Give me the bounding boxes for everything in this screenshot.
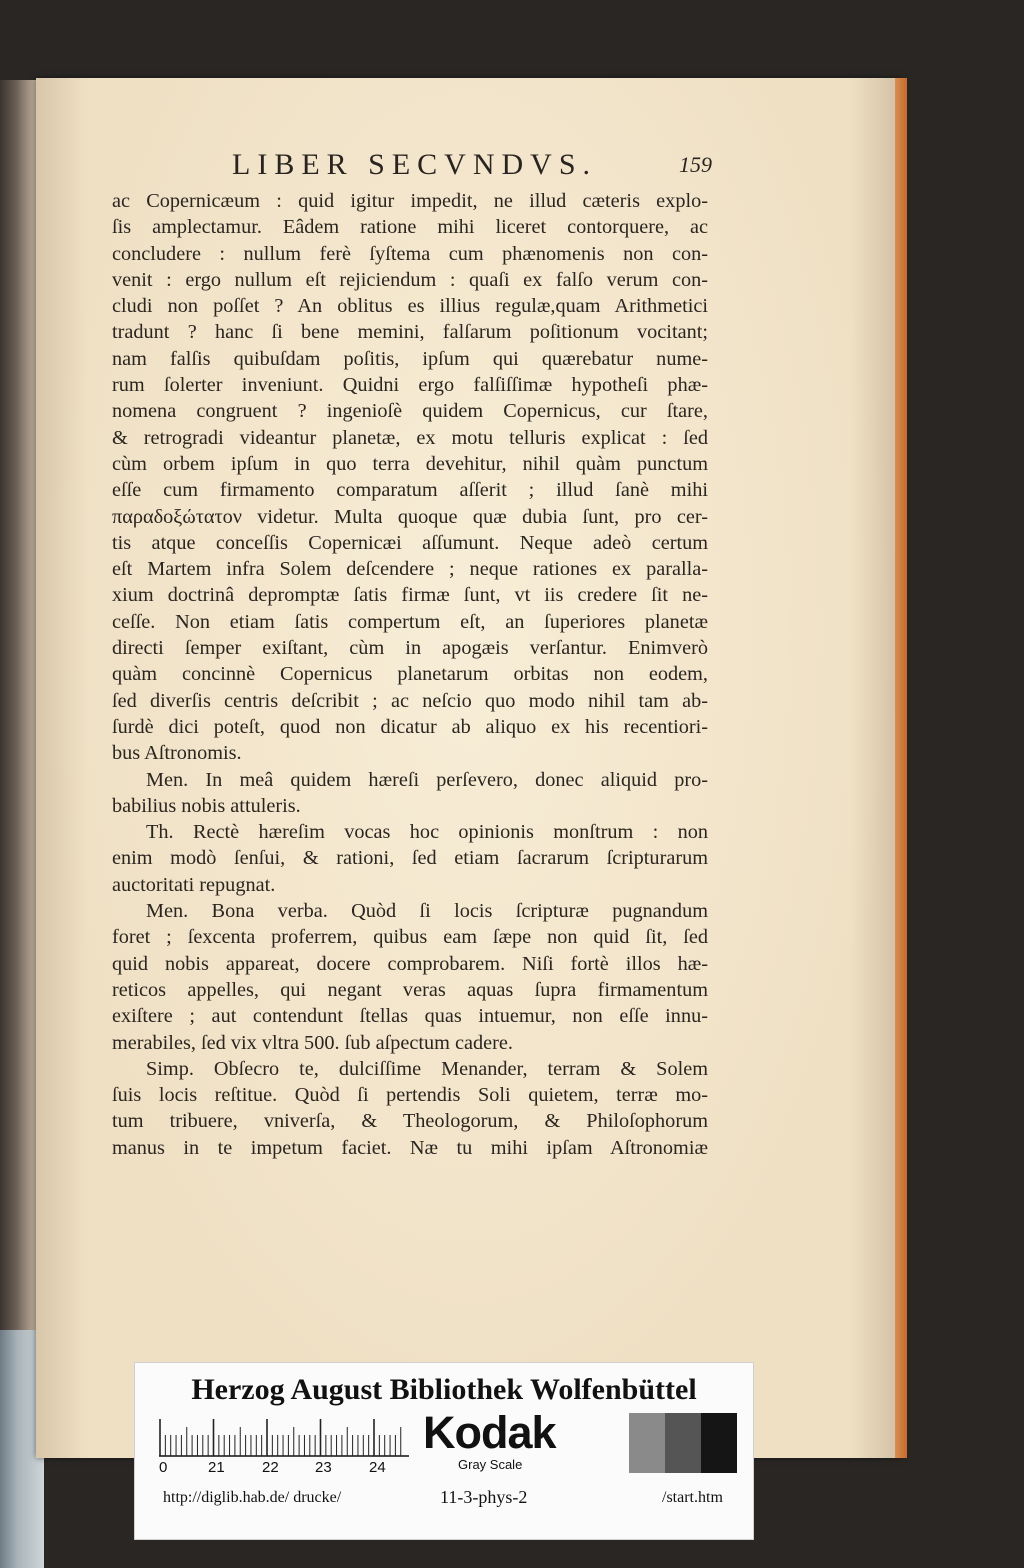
text-line: tis atque conceſſis Copernicæi aſſumunt. Neque adeò certum [112, 531, 708, 554]
text-line: Simp. Obſecro te, dulciſſime Menander, terram & Solem [146, 1057, 708, 1080]
text-line: Th. Rectè hæreſim vocas hoc opinionis monſtrum : non [146, 821, 708, 844]
text-line: auctoritati repugnat. [112, 873, 276, 896]
text-line: bus Aſtronomis. [112, 742, 242, 765]
url-left: http://diglib.hab.de/ drucke/ [163, 1489, 342, 1506]
text-line: ac Copernicæum : quid igitur impedit, ne illud cæteris explo- [112, 190, 708, 212]
page-number: 159 [679, 152, 712, 177]
text-line: Men. In meâ quidem hæreſi perſevero, donec aliquid pro- [146, 768, 708, 791]
gray-scale-swatches [629, 1413, 737, 1473]
text-line: ceſſe. Non etiam ſatis compertum eſt, an ſuperiores planetæ [112, 610, 708, 633]
text-line: quid nobis appareat, docere comprobarem. Niſi fortè illos hæ- [112, 952, 708, 975]
page-edge [895, 78, 907, 1458]
text-line: directi ſemper exiſtant, cùm in apogæis verſantur. Enimverò [112, 637, 708, 660]
text-line: enim modò ſenſui, & rationi, ſed etiam ſacrarum ſcripturarum [112, 847, 708, 870]
text-line: merabiles, ſed vix vltra 500. ſub aſpectum cadere. [112, 1031, 513, 1054]
text-line: & retrogradi videantur planetæ, ex motu telluris explicat : ſed [112, 426, 708, 449]
text-line: concludere : nullum ferè ſyſtema cum phænomenis non con- [112, 242, 708, 265]
ruler-label: 21 [208, 1459, 225, 1476]
text-line: rum ſolerter inveniunt. Quidni ergo falſiſſimæ hypotheſi phæ- [112, 374, 708, 397]
ruler-labels [159, 1459, 419, 1479]
text-line: venit : ergo nullum eſt rejiciendum : quaſi ex falſo verum con- [112, 268, 708, 291]
text-line: ſuis locis reſtitue. Quòd ſi pertendis Soli quietem, terræ mo- [112, 1084, 708, 1107]
text-line: foret ; ſexcenta proferrem, quibus eam ſæpe non quid ſit, ſed [112, 926, 708, 949]
running-title: LIBER SECVNDVS. [232, 148, 598, 181]
ruler-label: 0 [159, 1459, 168, 1476]
text-line: quàm concinnè Copernicus planetarum orbitas non eodem, [112, 663, 708, 686]
text-line: nam falſis quibuſdam poſitis, ipſum qui quærebatur nume- [112, 347, 708, 370]
text-line: tradunt ? hanc ſi bene memini, falſarum poſitionum vocitant; [112, 321, 708, 344]
ruler-label: 23 [315, 1459, 332, 1476]
body-text [112, 188, 708, 1161]
url-right: /start.htm [662, 1489, 723, 1506]
running-head [232, 148, 712, 184]
text-line: exiſtere ; aut contendunt ſtellas quas intuemur, non eſſe innu- [112, 1005, 708, 1028]
text-line: Men. Bona verba. Quòd ſi locis ſcripturæ pugnandum [146, 900, 708, 923]
ruler [159, 1419, 409, 1457]
kodak-subtitle: Gray Scale [458, 1457, 523, 1472]
text-line: nomena congruent ? ingenioſè quidem Copernicus, cur ſtare, [112, 400, 708, 423]
gray-swatch [665, 1413, 701, 1473]
gray-swatch [629, 1413, 665, 1473]
text-line: tum tribuere, vniverſa, & Theologorum, & Philoſophorum [112, 1110, 708, 1133]
kodak-logo: Kodak [423, 1407, 556, 1458]
text-line: ſis amplectamur. Eâdem ratione mihi liceret contorquere, ac [112, 216, 708, 239]
text-line: eſt Martem infra Solem deſcendere ; neque rationes ex paralla- [112, 558, 708, 581]
text-line: ſed diverſis centris deſcribit ; ac neſcio quo modo nihil tam ab- [112, 689, 708, 712]
text-line: manus in te impetum faciet. Næ tu mihi ipſam Aſtronomiæ [112, 1136, 708, 1159]
url-middle: 11-3-phys-2 [440, 1487, 528, 1507]
library-title: Herzog August Bibliothek Wolfenbüttel [191, 1373, 697, 1406]
text-line: παραδοξώτατον videtur. Multa quoque quæ dubia ſunt, pro cer- [112, 505, 708, 528]
ruler-label: 24 [369, 1459, 386, 1476]
ruler-label: 22 [262, 1459, 279, 1476]
text-line: reticos appelles, qui negant veras aquas ſupra firmamentum [112, 978, 708, 1001]
gray-swatch [701, 1413, 737, 1473]
text-line: babilius nobis attuleris. [112, 794, 301, 817]
text-line: cludi non poſſet ? An oblitus es illius regulæ,quam Arithmetici [112, 295, 708, 318]
text-line: eſſe cum firmamento comparatum aſſerit ; illud ſanè mihi [112, 479, 708, 502]
library-card [134, 1362, 754, 1540]
text-line: cùm orbem ipſum in quo terra devehitur, nihil quàm punctum [112, 452, 708, 475]
text-line: xium doctrinâ depromptæ ſatis firmæ ſunt, vt iis credere ſit ne- [112, 584, 708, 607]
text-line: ſurdè dici poteſt, quod non dicatur ab aliquo ex his recentiori- [112, 715, 708, 738]
